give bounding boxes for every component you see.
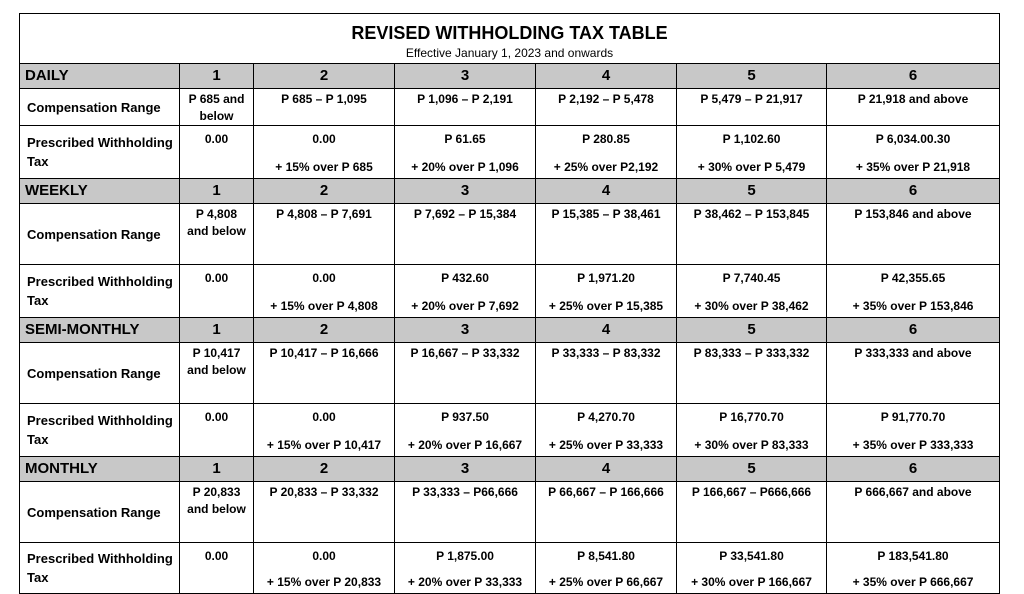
- prescribed-tax-cell: [827, 404, 1000, 457]
- compensation-range-label: Compensation Range: [20, 89, 180, 126]
- tax-base-amount: P 280.85: [582, 132, 630, 146]
- tax-base-amount: P 16,770.70: [719, 410, 784, 424]
- tax-cell-content: [827, 543, 999, 592]
- prescribed-tax-cell: [827, 543, 1000, 594]
- tax-cell-content: [536, 126, 676, 177]
- tax-excess-rate: + 15% over P 20,833: [266, 575, 382, 589]
- bracket-number: 3: [395, 457, 536, 482]
- withholding-tax-table: [19, 13, 1000, 594]
- bracket-number: 5: [677, 179, 827, 204]
- tax-base-amount: 0.00: [312, 549, 336, 563]
- tax-cell-content: [180, 265, 253, 316]
- compensation-range-cell: P 333,333 and above: [827, 343, 1000, 404]
- tax-cell-content: [536, 543, 676, 592]
- compensation-range-cell: P 4,808 and below: [180, 204, 254, 265]
- tax-base-amount: P 8,541.80: [577, 549, 635, 563]
- tax-base-amount: P 183,541.80: [877, 549, 949, 563]
- prescribed-tax-cell: [254, 543, 395, 594]
- compensation-range-cell: P 33,333 – P 83,332: [536, 343, 677, 404]
- tax-excess-rate: + 35% over P 21,918: [855, 160, 971, 174]
- table-subtitle: Effective January 1, 2023 and onwards: [405, 45, 614, 60]
- tax-base-amount: P 91,770.70: [880, 410, 946, 424]
- prescribed-tax-cell: [254, 404, 395, 457]
- bracket-number: 4: [536, 457, 677, 482]
- tax-excess-rate: + 35% over P 333,333: [852, 438, 974, 452]
- tax-cell-content: [180, 543, 253, 592]
- bracket-number: 4: [536, 179, 677, 204]
- period-name: MONTHLY: [20, 457, 180, 482]
- tax-base-amount: 0.00: [312, 132, 336, 146]
- tax-excess-rate: + 20% over P 33,333: [407, 575, 523, 589]
- tax-base-amount: 0.00: [204, 549, 229, 563]
- tax-cell-content: [395, 126, 535, 177]
- tax-base-amount: P 1,102.60: [722, 132, 781, 146]
- tax-cell-content: [254, 404, 394, 455]
- tax-base-amount: P 7,740.45: [722, 271, 781, 285]
- prescribed-tax-cell: [677, 265, 827, 318]
- tax-cell-content: [254, 265, 394, 316]
- prescribed-tax-cell: [254, 265, 395, 318]
- compensation-range-cell: P 2,192 – P 5,478: [536, 89, 677, 126]
- tax-excess-rate: + 15% over P 10,417: [266, 438, 382, 452]
- tax-row-semi-monthly: [20, 404, 1000, 457]
- prescribed-tax-cell: [395, 265, 536, 318]
- prescribed-tax-cell: [395, 404, 536, 457]
- prescribed-tax-cell: [677, 404, 827, 457]
- bracket-number: 3: [395, 318, 536, 343]
- compensation-range-cell: P 10,417 and below: [180, 343, 254, 404]
- compensation-row-weekly: [20, 204, 1000, 265]
- compensation-range-cell: P 7,692 – P 15,384: [395, 204, 536, 265]
- tax-base-amount: P 937.50: [441, 410, 489, 424]
- tax-cell-content: [254, 126, 394, 177]
- bracket-number: 4: [536, 64, 677, 89]
- bracket-number: 6: [827, 318, 1000, 343]
- tax-base-amount: P 4,270.70: [577, 410, 635, 424]
- compensation-range-cell: P 166,667 – P666,666: [677, 482, 827, 543]
- bracket-number: 2: [254, 318, 395, 343]
- bracket-number: 5: [677, 318, 827, 343]
- compensation-range-cell: P 83,333 – P 333,332: [677, 343, 827, 404]
- tax-excess-rate: + 35% over P 666,667: [852, 575, 974, 589]
- table-title: REVISED WITHHOLDING TAX TABLE: [351, 22, 668, 43]
- tax-excess-rate: + 20% over P 1,096: [411, 160, 519, 174]
- compensation-range-cell: P 66,667 – P 166,666: [536, 482, 677, 543]
- bracket-number: 6: [827, 64, 1000, 89]
- compensation-range-cell: P 15,385 – P 38,461: [536, 204, 677, 265]
- tax-row-weekly: [20, 265, 1000, 318]
- tax-cell-content: [395, 265, 535, 316]
- compensation-range-label: Compensation Range: [20, 204, 180, 265]
- tax-base-amount: P 432.60: [441, 271, 489, 285]
- prescribed-tax-cell: [254, 126, 395, 179]
- compensation-range-cell: P 1,096 – P 2,191: [395, 89, 536, 126]
- tax-excess-rate: + 25% over P 66,667: [548, 575, 664, 589]
- tax-row-monthly: [20, 543, 1000, 594]
- tax-excess-rate: + 25% over P 15,385: [548, 299, 664, 313]
- prescribed-tax-cell: [536, 265, 677, 318]
- compensation-row-semi-monthly: [20, 343, 1000, 404]
- tax-base-amount: 0.00: [204, 271, 229, 285]
- prescribed-tax-cell: [827, 126, 1000, 179]
- compensation-range-cell: P 10,417 – P 16,666: [254, 343, 395, 404]
- bracket-number: 2: [254, 64, 395, 89]
- bracket-number: 5: [677, 64, 827, 89]
- tax-base-amount: P 1,875.00: [436, 549, 494, 563]
- prescribed-tax-cell: [536, 543, 677, 594]
- tax-cell-content: [395, 404, 535, 455]
- tax-excess-rate: + 30% over P 5,479: [697, 160, 806, 174]
- tax-cell-content: [180, 126, 253, 177]
- tax-excess-rate: + 25% over P 33,333: [548, 438, 664, 452]
- prescribed-tax-cell: [395, 126, 536, 179]
- period-header-monthly: [20, 457, 1000, 482]
- tax-cell-content: [395, 543, 535, 592]
- tax-base-amount: 0.00: [204, 410, 229, 424]
- bracket-number: 3: [395, 64, 536, 89]
- bracket-number: 3: [395, 179, 536, 204]
- tax-excess-rate: + 30% over P 166,667: [691, 575, 812, 589]
- bracket-number: 1: [180, 457, 254, 482]
- compensation-range-cell: P 21,918 and above: [827, 89, 1000, 126]
- tax-excess-rate: + 30% over P 38,462: [694, 299, 809, 313]
- tax-cell-content: [536, 265, 676, 316]
- bracket-number: 1: [180, 318, 254, 343]
- compensation-range-cell: P 33,333 – P66,666: [395, 482, 536, 543]
- period-header-weekly: [20, 179, 1000, 204]
- compensation-range-label: Compensation Range: [20, 482, 180, 543]
- tax-excess-rate: + 15% over P 4,808: [270, 299, 378, 313]
- tax-cell-content: [677, 126, 826, 177]
- prescribed-tax-cell: [180, 404, 254, 457]
- prescribed-tax-cell: [677, 543, 827, 594]
- prescribed-tax-label: Prescribed Withholding Tax: [20, 126, 180, 179]
- period-name: WEEKLY: [20, 179, 180, 204]
- tax-base-amount: 0.00: [204, 132, 229, 146]
- bracket-number: 5: [677, 457, 827, 482]
- compensation-range-cell: P 666,667 and above: [827, 482, 1000, 543]
- compensation-range-cell: P 685 – P 1,095: [254, 89, 395, 126]
- compensation-range-cell: P 20,833 – P 33,332: [254, 482, 395, 543]
- tax-excess-rate: + 35% over P 153,846: [852, 299, 974, 313]
- tax-cell-content: [827, 404, 999, 455]
- period-header-semi-monthly: [20, 318, 1000, 343]
- bracket-number: 6: [827, 179, 1000, 204]
- tax-cell-content: [254, 543, 394, 592]
- tax-base-amount: 0.00: [312, 271, 336, 285]
- period-name: SEMI-MONTHLY: [20, 318, 180, 343]
- tax-cell-content: [677, 404, 826, 455]
- compensation-range-cell: P 153,846 and above: [827, 204, 1000, 265]
- tax-excess-rate: + 20% over P 7,692: [411, 299, 519, 313]
- prescribed-tax-cell: [536, 126, 677, 179]
- prescribed-tax-cell: [180, 265, 254, 318]
- prescribed-tax-cell: [827, 265, 1000, 318]
- bracket-number: 4: [536, 318, 677, 343]
- bracket-number: 2: [254, 457, 395, 482]
- table-header: [20, 14, 1000, 64]
- prescribed-tax-label: Prescribed Withholding Tax: [20, 543, 180, 594]
- compensation-range-cell: P 16,667 – P 33,332: [395, 343, 536, 404]
- prescribed-tax-cell: [677, 126, 827, 179]
- prescribed-tax-cell: [180, 543, 254, 594]
- tax-cell-content: [827, 265, 999, 316]
- tax-base-amount: 0.00: [312, 410, 336, 424]
- period-header-daily: [20, 64, 1000, 89]
- tax-excess-rate: + 15% over P 685: [275, 160, 373, 174]
- compensation-range-cell: P 4,808 – P 7,691: [254, 204, 395, 265]
- bracket-number: 1: [180, 64, 254, 89]
- prescribed-tax-label: Prescribed Withholding Tax: [20, 404, 180, 457]
- bracket-number: 6: [827, 457, 1000, 482]
- prescribed-tax-cell: [180, 126, 254, 179]
- compensation-row-daily: [20, 89, 1000, 126]
- compensation-range-label: Compensation Range: [20, 343, 180, 404]
- compensation-range-cell: P 38,462 – P 153,845: [677, 204, 827, 265]
- period-name: DAILY: [20, 64, 180, 89]
- tax-excess-rate: + 25% over P2,192: [553, 160, 659, 174]
- compensation-range-cell: P 20,833 and below: [180, 482, 254, 543]
- tax-base-amount: P 1,971.20: [577, 271, 635, 285]
- bracket-number: 1: [180, 179, 254, 204]
- tax-cell-content: [180, 404, 253, 455]
- tax-cell-content: [677, 543, 826, 592]
- tax-cell-content: [536, 404, 676, 455]
- tax-cell-content: [827, 126, 999, 177]
- tax-base-amount: P 6,034.00.30: [875, 132, 951, 146]
- prescribed-tax-cell: [536, 404, 677, 457]
- tax-excess-rate: + 20% over P 16,667: [407, 438, 523, 452]
- tax-base-amount: P 42,355.65: [880, 271, 946, 285]
- compensation-row-monthly: [20, 482, 1000, 543]
- compensation-range-cell: P 685 and below: [180, 89, 254, 126]
- prescribed-tax-cell: [395, 543, 536, 594]
- tax-cell-content: [677, 265, 826, 316]
- tax-base-amount: P 33,541.80: [719, 549, 784, 563]
- tax-base-amount: P 61.65: [444, 132, 486, 146]
- bracket-number: 2: [254, 179, 395, 204]
- prescribed-tax-label: Prescribed Withholding Tax: [20, 265, 180, 318]
- tax-excess-rate: + 30% over P 83,333: [694, 438, 809, 452]
- tax-row-daily: [20, 126, 1000, 179]
- compensation-range-cell: P 5,479 – P 21,917: [677, 89, 827, 126]
